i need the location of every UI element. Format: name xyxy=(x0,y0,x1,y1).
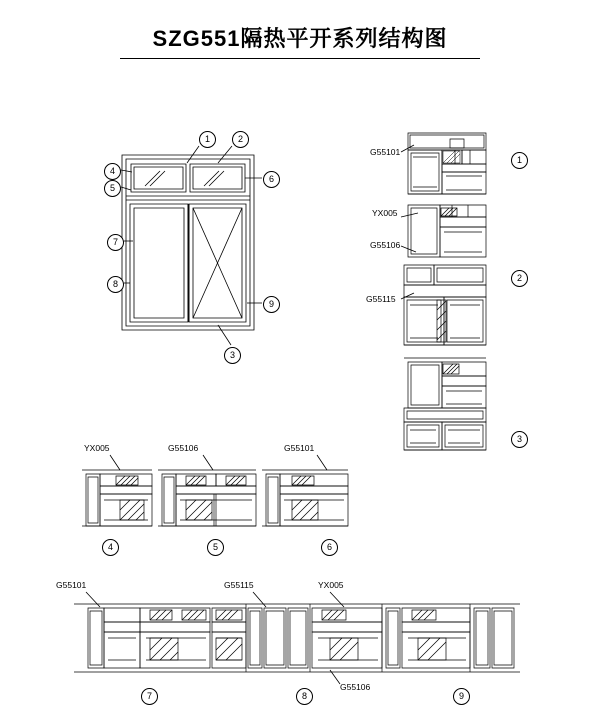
code-label-g55101-detail7: G55101 xyxy=(56,580,87,590)
code-label-g55101-detail6: G55101 xyxy=(284,443,315,453)
code-label-g55106-detail5: G55106 xyxy=(168,443,199,453)
detail-callout-2[interactable]: 2 xyxy=(511,270,528,287)
detail-callout-4[interactable]: 4 xyxy=(102,539,119,556)
elevation-callout-1[interactable]: 1 xyxy=(199,131,216,148)
code-label-g55101-detail1: G55101 xyxy=(370,147,401,157)
elevation-callout-5[interactable]: 5 xyxy=(104,180,121,197)
code-label-yx005-detail4: YX005 xyxy=(84,443,110,453)
detail-callout-9[interactable]: 9 xyxy=(453,688,470,705)
code-label-g55115-detail8: G55115 xyxy=(224,580,254,590)
detail-callout-6[interactable]: 6 xyxy=(321,539,338,556)
detail-callout-3[interactable]: 3 xyxy=(511,431,528,448)
page-title: SZG551隔热平开系列结构图 xyxy=(152,26,448,51)
title-underline xyxy=(120,58,480,59)
detail-callout-8[interactable]: 8 xyxy=(296,688,313,705)
detail-callout-5[interactable]: 5 xyxy=(207,539,224,556)
code-label-g55106-detail8b: G55106 xyxy=(340,682,371,692)
code-label-yx005-detail2: YX005 xyxy=(372,208,398,218)
elevation-callout-7[interactable]: 7 xyxy=(107,234,124,251)
elevation-callout-2[interactable]: 2 xyxy=(232,131,249,148)
code-label-g55106-detail2: G55106 xyxy=(370,240,401,250)
elevation-callout-3[interactable]: 3 xyxy=(224,347,241,364)
detail-callout-1[interactable]: 1 xyxy=(511,152,528,169)
code-label-g55115-detail2: G55115 xyxy=(366,294,396,304)
code-label-yx005-detail9: YX005 xyxy=(318,580,344,590)
elevation-callout-4[interactable]: 4 xyxy=(104,163,121,180)
elevation-callout-8[interactable]: 8 xyxy=(107,276,124,293)
elevation-callout-6[interactable]: 6 xyxy=(263,171,280,188)
detail-callout-7[interactable]: 7 xyxy=(141,688,158,705)
elevation-callout-9[interactable]: 9 xyxy=(263,296,280,313)
